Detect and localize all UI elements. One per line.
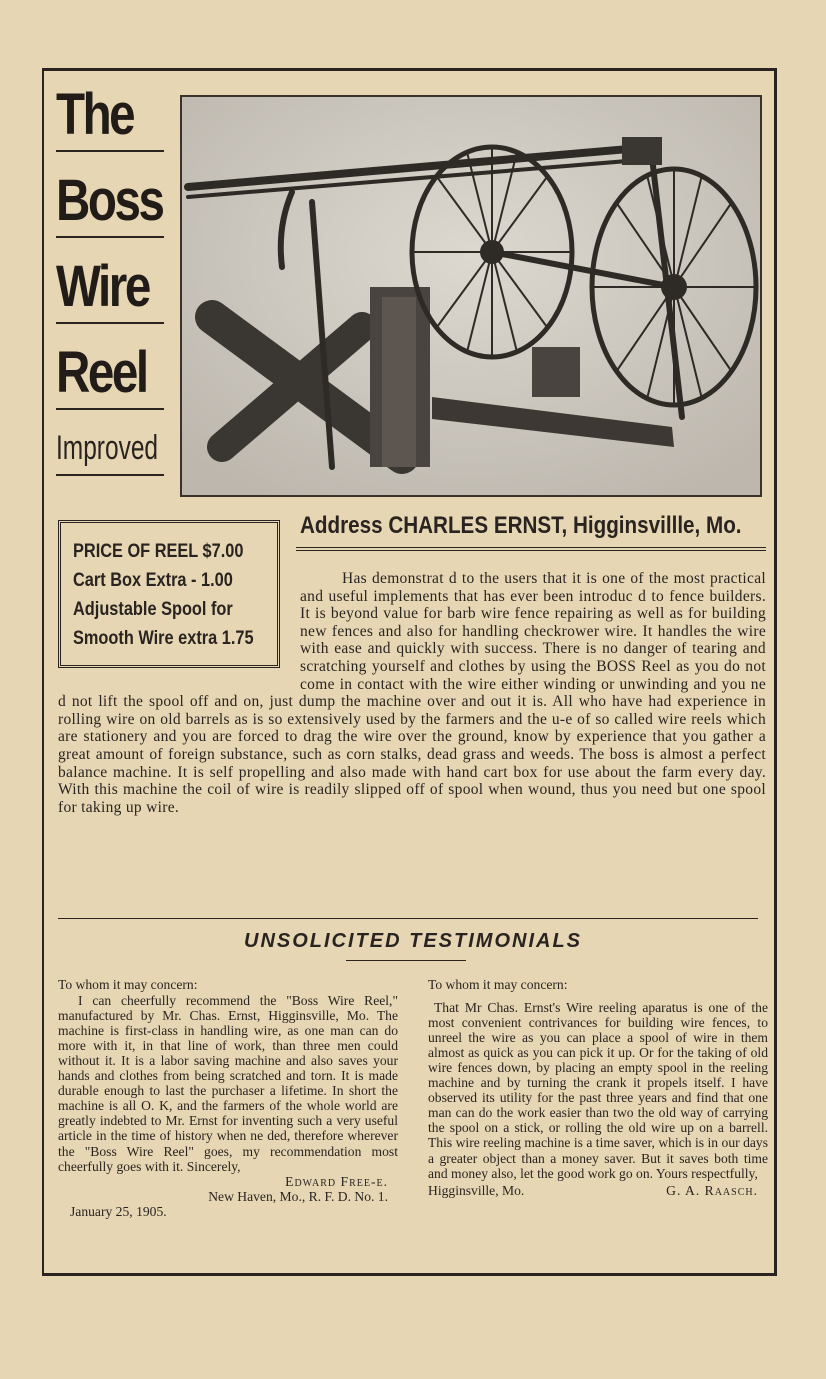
testimonials-heading-rule [346, 960, 466, 961]
title-word-wire: Wire [56, 254, 149, 319]
testimonial-left-date: January 25, 1905. [70, 1203, 167, 1219]
testimonials-heading: UNSOLICITED TESTIMONIALS [244, 930, 582, 952]
wire-reel-illustration [182, 97, 760, 495]
section-divider [58, 918, 758, 919]
testimonial-right-signature: G. A. Raasch. [666, 1182, 758, 1198]
testimonial-right [428, 977, 768, 1198]
testimonial-right-location: Higginsville, Mo. [428, 1182, 525, 1198]
testimonial-left-greeting: To whom it may concern: [58, 977, 198, 992]
address-heading: Address CHARLES ERNST, Higginsvillle, Mo. [300, 512, 742, 539]
price-line-reel: PRICE OF REEL $7.00 [73, 541, 244, 562]
title-word-boss: Boss [56, 168, 163, 233]
title-divider [56, 236, 164, 238]
testimonial-right-text: That Mr Chas. Ernst's Wire reeling aparatus is one of the most convenient contrivances for building wire fences, to unreel the wire as you can place a spool of wire in them almost as quick as you can pick it up. Or for the taking of old wire fences down, by placing an empty spool in the reeling machine and by turning the crank it propels itself. I have observed its utility for the past three years and find that one man can do the work easier than two the old way of carrying the spool on a stick, or rolling the old wire up on a barrell. This wire reeling machine is a time saver, which is in our days a greater object than a money saver. But it saves both time and money also, let the good work go on. Yours respectfully, [428, 1000, 768, 1181]
description-paragraph [58, 570, 766, 816]
testimonial-left [58, 977, 398, 1219]
title-divider [56, 474, 164, 476]
testimonial-left-signature: Edward Free-e. [285, 1173, 388, 1189]
title-divider [56, 322, 164, 324]
title-subtitle: Improved [56, 429, 159, 467]
wire-reel-photo [180, 95, 762, 497]
price-line-smooth-wire: Smooth Wire extra 1.75 [73, 628, 254, 649]
testimonial-left-text: I can cheerfully recommend the "Boss Wire Reel," manufactured by Mr. Chas. Ernst, Higginsville, Mo. The machine is first-class in handling wire, as one man can do more with it, in that line of work, than three men could without it. It is a labor saving machine and also saves your hands and clothes from being scratched and torn. It is made durable enough to last the purchaser a lifetime. In short the machine is all O. K, and the farmers of the whole world are greatly indebted to Mr. Ernst for inventing such a very useful article in the time of history when ne ded, therefore wherever the "Boss Wire Reel" goes, my recommendation most cheerfully goes with it. Sincerely, [58, 993, 398, 1174]
description-text: Has demonstrat d to the users that it is one of the most practical and useful implements that has ever been introduc d to fence builders. It is beyond value for barb wire fence repairing as well as for building new fences and also for handling checkrower wire. It handles the wire with ease and quickly with success. There is no danger of tearing and scratching yourself and clothes by using the BOSS Reel as you do not come in contact with the wire either winding or unwinding and you ne d not lift the spool off and on, just dump the machine over and out it is. All who have had experience in rolling wire on old barrels as is so extensively used by the farmers and the u-e of so called wire reels which are stationery and you are forced to drag the wire over the ground, know by experience that you gather a great amount of foreign substance, such as corn stalks, dead grass and weeds. The boss is almost a perfect balance machine. It is self propelling and also made with hand cart box for use about the farm every day. With this machine the coil of wire is readily slipped off of spool when wound, thus you need but one spool for taking up wire. [58, 570, 766, 816]
testimonial-right-signoff [428, 1183, 768, 1198]
title-divider [56, 150, 164, 152]
testimonial-left-location: New Haven, Mo., R. F. D. No. 1. [208, 1188, 388, 1204]
ad-title [56, 84, 168, 494]
title-word-the: The [56, 82, 134, 147]
price-line-cart-box: Cart Box Extra - 1.00 [73, 570, 233, 591]
price-line-spool: Adjustable Spool for [73, 599, 233, 620]
price-box-spacer [58, 570, 300, 690]
address-rule [296, 547, 766, 551]
title-word-reel: Reel [56, 340, 147, 405]
title-divider [56, 408, 164, 410]
testimonial-right-greeting: To whom it may concern: [428, 977, 568, 992]
